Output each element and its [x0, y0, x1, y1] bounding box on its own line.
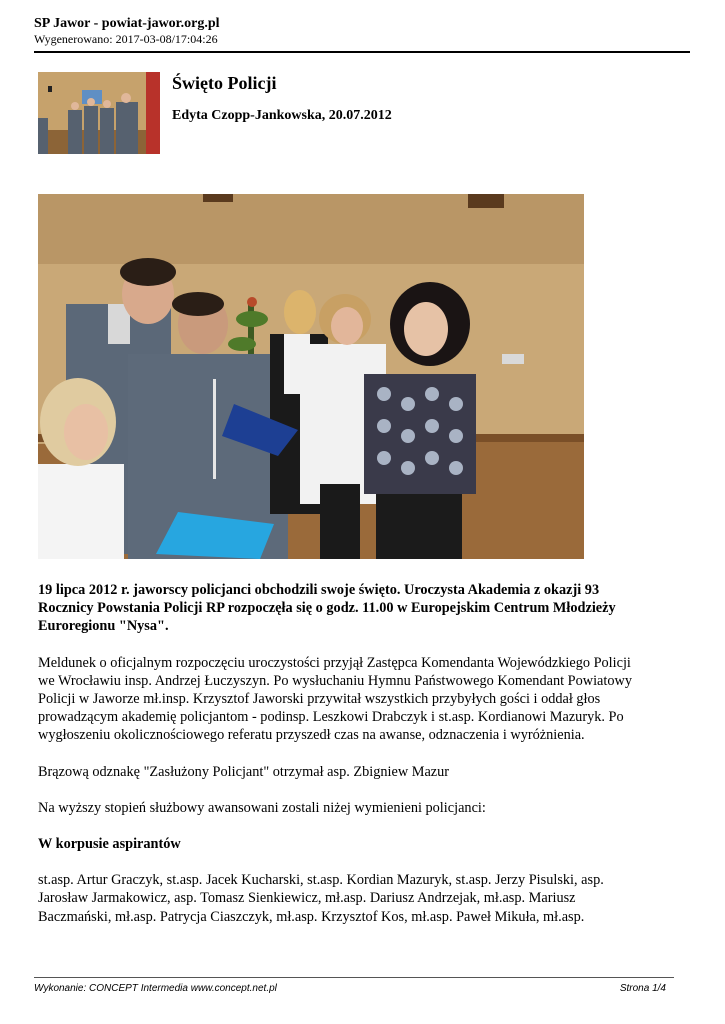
article-paragraph-3: Na wyższy stopień służbowy awansowani zostali niżej wymienieni policjanci:: [38, 799, 486, 816]
generated-timestamp: Wygenerowano: 2017-03-08/17:04:26: [34, 32, 218, 46]
site-title: SP Jawor - powiat-jawor.org.pl: [34, 16, 220, 31]
footer-divider: [34, 977, 674, 978]
article-paragraph-1: Meldunek o oficjalnym rozpoczęciu uroczystości przyjął Zastępca Komendanta Wojewódzkiego Policji we Wrocławiu insp. Andrzej Łuczyszyn. Po wysłuchaniu Hymnu Państwowego Komendant Powiatowy Policji w Jaworze mł.insp. Krzysztof Jaworski przywitał wszystkich przybyłych gości i oddał głos prowadzącym akademię policjantom - podinsp. Leszkowi Drabczyk i st.asp. Kordianowi Mazuryk. Po wygłoszeniu okolicznościowego referatu przyszedł czas na awanse, odznaczenia i wyróżnienia.: [38, 654, 632, 744]
header-divider: [34, 51, 690, 53]
article-main-photo: [38, 194, 584, 559]
article-body: [38, 581, 648, 944]
article-title: Święto Policji: [172, 73, 277, 93]
footer-credit: Wykonanie: CONCEPT Intermedia www.concept.net.pl: [34, 983, 277, 994]
article-thumbnail: [38, 72, 160, 154]
article-lead: 19 lipca 2012 r. jaworscy policjanci obchodzili swoje święto. Uroczysta Akademia z okazji 93 Rocznicy Powstania Policji RP rozpoczęła się o godz. 11.00 w Europejskim Centrum Młodzieży Euroregionu "Nysa".: [38, 582, 616, 635]
page-header: [34, 15, 690, 47]
article-paragraph-4: st.asp. Artur Graczyk, st.asp. Jacek Kucharski, st.asp. Kordian Mazuryk, st.asp. Jerzy Pisulski, asp. Jarosław Jarmakowicz, asp. Tomasz Sienkiewicz, mł.asp. Dariusz Andrzejak, mł.asp. Mariusz Baczmański, mł.asp. Patrycja Ciaszczyk, mł.asp. Krzysztof Kos, mł.asp. Paweł Mikuła, mł.asp.: [38, 872, 604, 925]
ceremony-photo: [38, 194, 584, 559]
thumbnail-photo: [38, 72, 160, 154]
article-byline: Edyta Czopp-Jankowska, 20.07.2012: [172, 108, 392, 123]
article-paragraph-2: Brązową odznakę "Zasłużony Policjant" otrzymał asp. Zbigniew Mazur: [38, 763, 450, 780]
page-number: Strona 1/4: [619, 983, 666, 994]
section-heading: W korpusie aspirantów: [38, 836, 181, 853]
